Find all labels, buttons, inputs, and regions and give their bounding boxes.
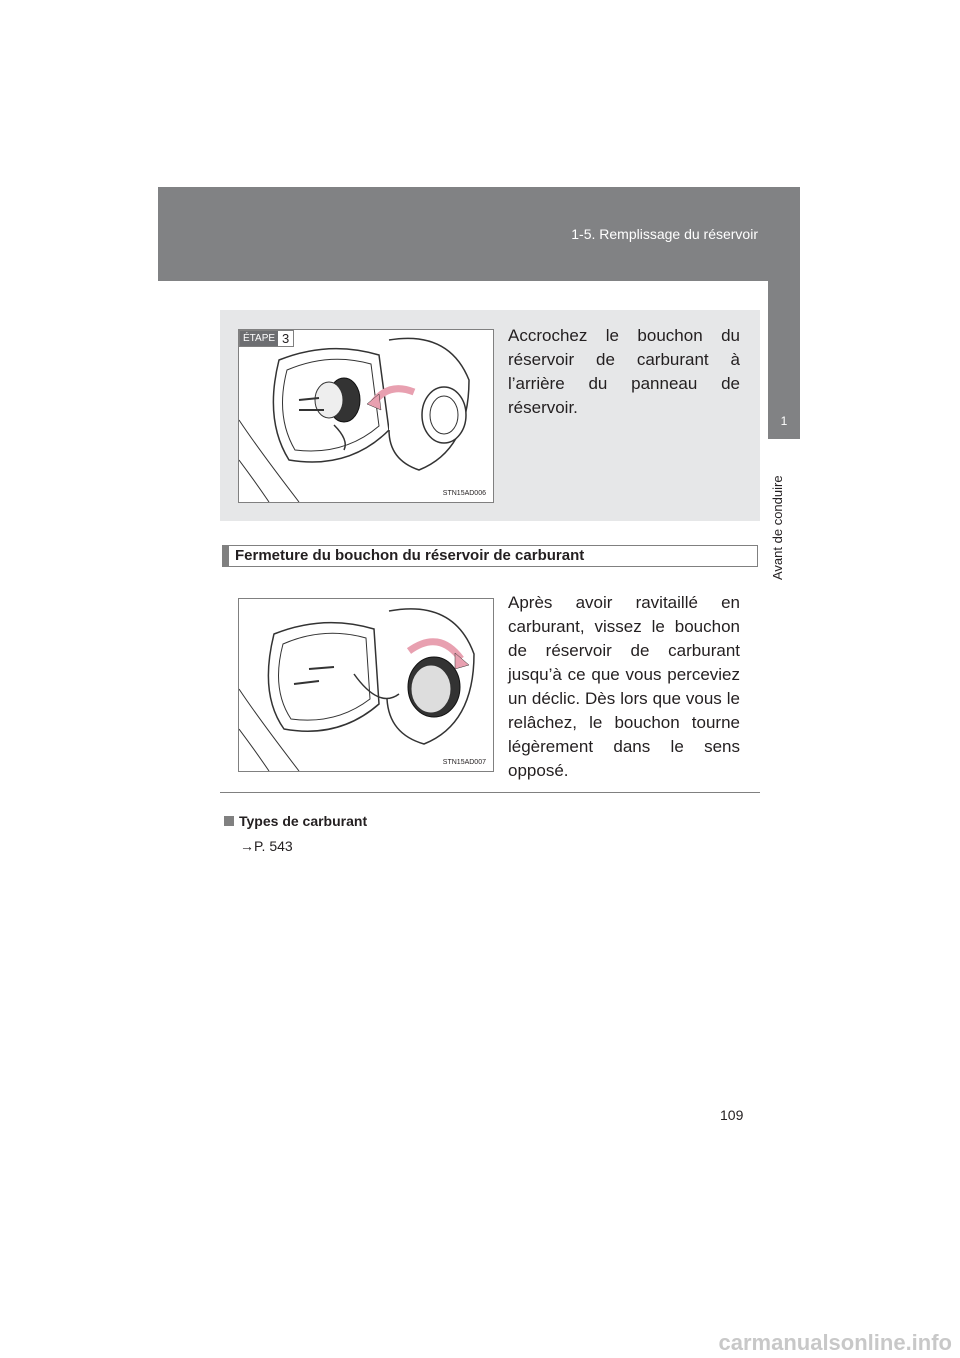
page-reference-link[interactable]: →P. 543 — [240, 838, 293, 854]
page-number: 109 — [720, 1107, 744, 1123]
fuel-door-illustration-2 — [239, 599, 493, 771]
section-text: Après avoir ravitaillé en carburant, vissez le bouchon de réservoir de carburant jusqu’à ce que vous perceviez un déclic. Dès lors que vous le relâchez, le bouchon tourne légèrement dans le sens opposé. — [508, 593, 740, 780]
section-heading: Fermeture du bouchon du réservoir de carburant — [222, 545, 758, 567]
figure-fuel-cap-close — [238, 598, 494, 772]
watermark: carmanualsonline.info — [718, 1330, 952, 1355]
chapter-side-label: Avant de conduire — [770, 475, 785, 580]
figure-code: STN15AD006 — [442, 490, 486, 497]
chapter-title: 1-5. Remplissage du réservoir — [571, 226, 758, 242]
chapter-tab — [768, 281, 800, 439]
note-title — [224, 813, 367, 829]
fuel-door-illustration-1 — [239, 330, 493, 502]
step-badge-label: ÉTAPE — [240, 331, 278, 346]
figure-code: STN15AD007 — [442, 759, 486, 766]
step-badge-number: 3 — [282, 331, 290, 346]
note-title-text: Types de carburant — [239, 813, 368, 829]
header-bar — [158, 187, 800, 281]
step-3-text: Accrochez le bouchon du réservoir de carburant à l’arrière du panneau de réservoir. — [508, 326, 740, 417]
chapter-number: 1 — [780, 414, 788, 428]
square-bullet-icon — [224, 816, 234, 826]
step-badge — [239, 330, 294, 347]
divider — [220, 792, 760, 793]
figure-fuel-cap-hook — [238, 329, 494, 503]
